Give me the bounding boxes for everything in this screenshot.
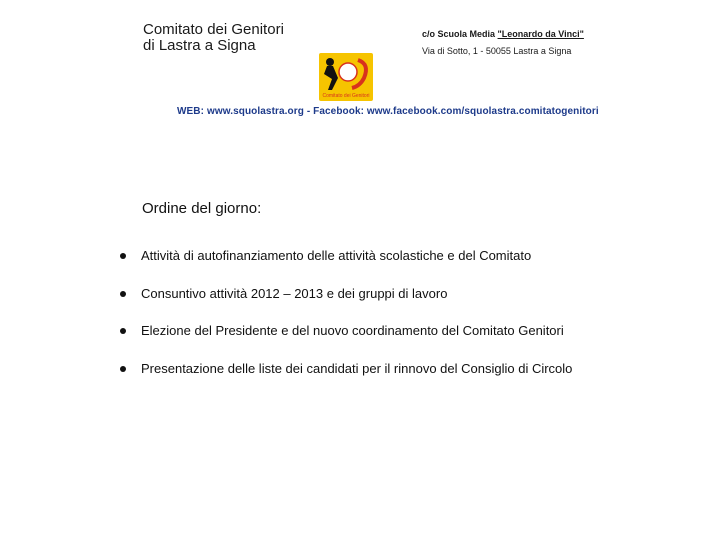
web-links: WEB: www.squolastra.org - Facebook: www.facebook.com/squolastra.comitatogenitori [177,106,599,117]
logo-ball [339,63,357,81]
school-prefix: c/o Scuola Media [422,29,498,39]
agenda-item [120,248,572,286]
bullet-icon [120,366,126,372]
school-address: Via di Sotto, 1 - 50055 Lastra a Signa [422,46,572,56]
bullet-icon [120,328,126,334]
agenda-item-text: Presentazione delle liste dei candidati per il rinnovo del Consiglio di Circolo [141,360,573,376]
agenda-item [120,323,572,361]
bullet-icon [120,253,126,259]
org-name-line-1: Comitato dei Genitori [143,21,284,38]
agenda-title: Ordine del giorno: [142,200,262,217]
agenda-item-text: Consuntivo attività 2012 – 2013 e dei gruppi di lavoro [141,285,448,301]
committee-logo [318,52,374,102]
organization-name [143,22,284,54]
agenda-list [120,248,572,398]
agenda-item [120,286,572,324]
school-name: "Leonardo da Vinci" [497,29,584,39]
agenda-item-text: Elezione del Presidente e del nuovo coordinamento del Comitato Genitori [141,323,564,338]
agenda-item-text: Attività di autofinanziamento delle attività scolastiche e del Comitato [141,248,532,263]
logo-figure-head [326,58,334,66]
agenda-item [120,361,572,399]
org-name-line-2: di Lastra a Signa [143,37,256,54]
bullet-icon [120,291,126,297]
logo-caption: Comitato dei Genitori [322,93,370,99]
school-info [422,26,584,60]
school-line [422,26,584,43]
